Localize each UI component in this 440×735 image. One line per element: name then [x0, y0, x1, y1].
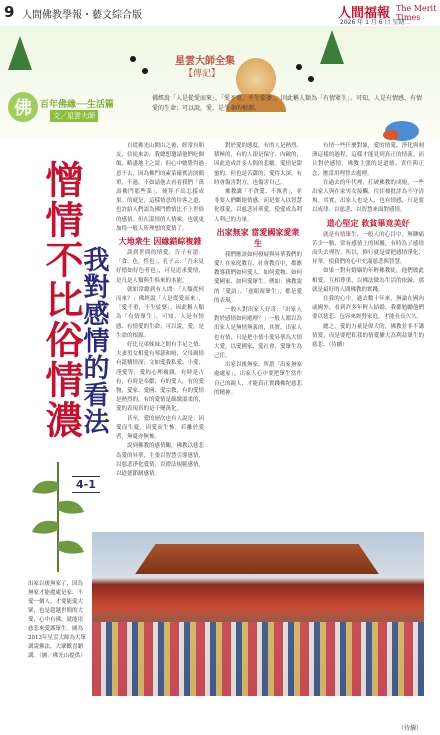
berry-icon — [308, 76, 314, 82]
column-name: 百年佛緣──生活篇 — [40, 100, 114, 110]
paragraph: 總之，愛的力量是偉大的，佛教並非不講情愛，而是要把私我的情愛擴大為利益眾生的慈悲。（待續） — [312, 323, 424, 349]
article-column-1 — [116, 142, 204, 530]
section-heading: 出家無家 當愛國家愛衆生 — [216, 227, 300, 248]
masthead — [0, 0, 440, 27]
paragraph: 一般人對出家人好奇：「出家人對於感情如何處理？」一般人都以為出家人是無情無義的，其實，出家人也有情，只是把小情小愛昇華為大情大愛，以愛國家、愛社會、愛眾生為己任。 — [214, 307, 302, 360]
paragraph: 佛教講「不貪愛、不執著」，並非要人們斷絕情感，而是要人以智慧化導愛，以慈悲昇華愛，使愛成為利人利己的力量。 — [214, 189, 302, 223]
article-column-2 — [214, 142, 302, 530]
photo-caption: 出家以後無家了，因為無家才能處處是家。不愛一個人，才要能愛大眾，也是超越世間的大愛，心中有佛，就能用慈悲來愛護眾生。圖為2013年星雲大師為大眾講說佛法，大眾歡喜聽講。（圖／佛光山提供） — [28, 581, 86, 659]
paragraph: 我們應該如何發展與昇華我們的愛？在家庭教育、社會教育中，都應教導我們如何愛人、如何愛物、如何愛國家、如何愛眾生。例如：佛教說的「愛語」、「慈眼視眾生」，都是愛的表現。 — [214, 251, 302, 304]
berry-icon — [296, 64, 302, 70]
paragraph: 對於愛的態度，有的人是熱烈、積極的，有的人卻是保守、內斂的，因此造成許多人間的悲劇。愛情是甜蜜的，但也是苦澀的，愛得太深，有時會傷害對方，也傷害自己。 — [214, 143, 302, 186]
paragraph: 談到世間的情愛，告子有謂：「食、色，性也」，孔子云：「吾未見好德如好色者也」，可見追求愛情，是凡是人類與生俱來的本能。 — [116, 250, 204, 284]
berry-icon — [130, 56, 136, 62]
paragraph: 甚至，愛的層次也有人說是：因愛而生憂，因愛而生怖，若離於愛者，無憂亦無怖。 — [116, 415, 204, 441]
issue-date: 2026 年 1 月 6 日 星期二 — [340, 19, 411, 26]
paragraph: 自從佛光山開山之後，經常有朋友、信徒來訪，我總想邀請他們吃個飯，略盡地主之誼；但心中總覺得過意不去，因為佛門的素菜確實清淡簡單，不過，不如請他去看看我們「萬壽佛門那些菜」，便拜不出怎樣成果。的就是，這樣情意的待客之道，也許給人們認為佛門僧情比不上世俗的感情。但在溫情的人情味，也就更加得一般人所理想的愛情了。 — [116, 143, 204, 232]
paragraph: 好比兄弟姊妹之間有手足之情、夫妻男女相愛有琴瑟和鳴，父母親情有舐犢情深；文如愛我私愛、小愛、淨愛等，愛的心理複雜，有時是占有，有時是奉獻；有的愛人，有的愛物，愛家、愛國、愛宗教，有的愛情是熱烈的，有的愛情是細緻溫柔的，愛的表現真的是千變萬化。 — [116, 342, 204, 413]
leaf-decoration-icon — [28, 462, 88, 572]
paragraph: 說到佛教的感情觀，佛教以慈悲為愛的昇華，主張以智慧引導感情，以慈悲淨化愛情，以禮法規範感情，以道德節制感情。 — [116, 443, 204, 477]
episode-number: 4-1 — [72, 476, 100, 493]
paragraph: 出家以後無家，所謂「出家無家處處家」，出家人心中要把眾生當作自己的親人，才能真正實踐佛陀慈悲的精神。 — [214, 362, 302, 396]
berry-icon — [142, 68, 148, 74]
series-title: 星雲大師全集 — [175, 56, 235, 67]
article-lead: 佛經說「人是從愛而來」，「愛不重，不生娑婆」，因此稱人類為「有情眾生」。可知，人是有情感、有情愛的生命；可以說，愛，是生命的根源。 — [152, 95, 423, 112]
section-name: 人間佛教學報・藝文綜合版 — [22, 10, 142, 21]
section-heading: 大地衆生 因緣錯綜複雜 — [118, 237, 202, 247]
author-byline: 文／星雲大師 — [50, 110, 98, 122]
to-be-continued: （待續） — [398, 725, 423, 732]
page-number: 9 — [4, 3, 15, 21]
temple-roof — [112, 544, 402, 574]
pine-tree-icon — [320, 30, 344, 64]
event-photo — [92, 532, 424, 696]
section-heading: 道心堅定 救貧畢竟美好 — [326, 218, 410, 228]
paragraph: 如果一對有婚姻的年輕佛教徒，他們彼此相愛，互相尊重，以佛法做為生活的依歸，那就是最好的人間佛教的實踐。 — [312, 268, 424, 293]
paragraph: 就是有情眾生，一般人的心目中，無聊痛苦少一點，常有感情上的困擾，有時為了感情而失去理智。所以，修行就是要把感情淨化、昇華，使我們的心中充滿慈悲與智慧。 — [312, 231, 424, 266]
paragraph: 在我的心中，過去數十年來，無論在國內或國外，看到許多年輕人結婚，我都勉勵他們要以慈悲、包容來經營家庭，才能長長久久。 — [312, 296, 424, 321]
subheadline: 我對感情的看法 — [79, 246, 109, 435]
column-seal-icon: 佛 — [8, 92, 38, 122]
crowd — [92, 622, 424, 696]
headline: 憎情不比俗情濃 — [39, 160, 84, 440]
paragraph: 在過去的年代裡，打破佛教的成規，一些出家人與在家男女接觸，往往被批評為不守清規。其實，出家人也是人，也有情感，只是要以戒律、以慈悲、以智慧來面對感情。 — [312, 179, 424, 214]
newspaper-logo[interactable]: 人間福報 — [338, 6, 391, 21]
paragraph: 有情一些什麼對象，愛的情愛，淨化與刻薄這樣的過程，這樣才能見到真正的情義。而且對於感情，佛教主張的是道德、責任與正念，應當用理智去處理。 — [312, 143, 424, 177]
paragraph: 就如常聽到有人問：「人類從何而來？」佛經說「人是從愛而來」，「愛不重，不生娑婆」，因此稱人類為「有情眾生」。可知，人是有情感、有情愛的生命；可以說，愛，是生命的根源。 — [116, 286, 204, 339]
newspaper-logo-english: The Merit Times — [396, 4, 437, 22]
series-subtitle: 【傳記】 — [184, 69, 221, 79]
pine-tree-icon — [8, 36, 32, 70]
bird-breast-icon — [383, 130, 399, 140]
